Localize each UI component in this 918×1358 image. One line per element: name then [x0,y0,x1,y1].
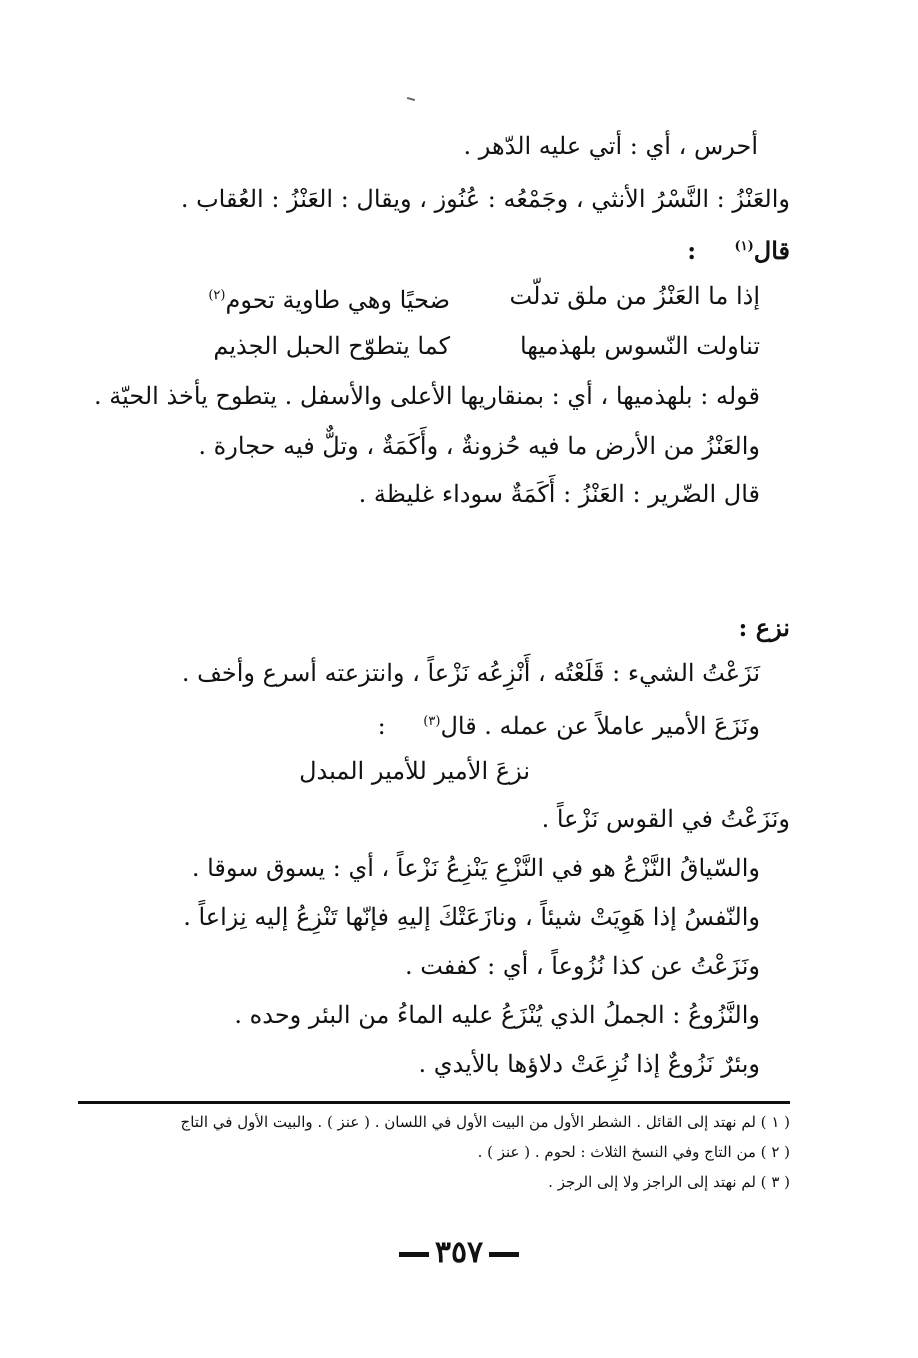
text-line-12: والنَّزُوعُ : الجملُ الذي يُنْزَعُ عليه الماءُ من البئر وحده . [234,1001,760,1029]
verse-2-first-hemistich: تناولت النّسوس بلهذميها [519,332,760,360]
entry-heading: نزع : [738,613,790,642]
text-line-10: والنّفسُ إذا هَوِيَتْ شيئاً ، ونازَعَتْكَ إليهِ فإنّها تَنْزِعُ إليه نِزاعاً . [183,903,760,931]
text-line-13: وبئرٌ نَزُوعٌ إذا نُزِعَتْ دلاؤها بالأيدي . [418,1050,760,1078]
text-line-11: ونَزَعْتُ عن كذا نُزُوعاً ، أي : كففت . [404,952,760,980]
text-line-9: والسّياقُ النَّزْعُ هو في النَّزْعِ يَنْزِعُ نَزْعاً ، أي : يسوق سوقا . [191,854,760,882]
text-line-7 [378,704,760,744]
rajaz-verse: نزعَ الأمير للأمير المبدل [299,757,530,785]
footnote-2: ( ٢ ) من التاج وفي النسخ الثلاث : لحوم . ( عنز ) . [477,1143,790,1161]
footnote-ref-3: (٣) [423,714,441,729]
footnote-ref-1: (١) [734,239,754,254]
footnote-ref-2: (٢) [208,288,226,303]
page-number-dash-right [489,1252,519,1257]
text-line-7-text: ونَزَعَ الأمير عاملاً عن عمله . قال [440,712,760,740]
page-number-text: ٣٥٧ [434,1235,484,1270]
footnote-1: ( ١ ) لم نهتد إلى القائل . الشطر الأول من البيت الأول في اللسان . ( عنز ) . والبيت الأول في التاج [180,1113,790,1131]
scan-mark [407,97,415,101]
text-line-2: والعَنْزُ : النَّسْرُ الأنثي ، وجَمْعُه : عُنُوز ، ويقال : العَنْزُ : العُقاب . [180,185,790,213]
text-line-6: نَزَعْتُ الشيء : قَلَعْتُه ، أَنْزِعُه نَزْعاً ، وانتزعته أسرع وأخف . [181,659,760,687]
text-line-1: أحرس ، أي : أتي عليه الدّهر . [463,132,758,160]
text-line-4: والعَنْزُ من الأرض ما فيه حُزونةٌ ، وأَكَمَةٌ ، وتلٌّ فيه حجارة . [198,432,760,460]
qala-colon-2: : [377,712,386,740]
qala-colon: : [687,236,697,265]
verse-1-first-hemistich: إذا ما العَنْزُ من ملق تدلّت [509,282,760,310]
verse-1-second-text: ضحيًا وهي طاوية تحوم [225,286,450,314]
qala-line [687,229,790,269]
text-line-3: قوله : بلهذميها ، أي : بمنقاريها الأعلى والأسفل . يتطوح يأخذ الحيّة . [93,382,760,410]
page-number [0,1235,918,1270]
text-line-5: قال الضّرير : العَنْزُ : أَكَمَةٌ سوداء غليظة . [358,480,760,508]
footnote-3: ( ٣ ) لم نهتد إلى الراجز ولا إلى الرجز . [548,1173,790,1191]
footnote-divider [78,1101,790,1104]
qala-word: قال [753,236,790,265]
text-line-8: ونَزَعْتُ في القوس نَزْعاً . [541,805,790,833]
verse-1-second-hemistich [208,278,450,318]
verse-2-second-hemistich: كما يتطوّح الحبل الجذيم [213,332,450,360]
page-number-dash-left [399,1252,429,1257]
